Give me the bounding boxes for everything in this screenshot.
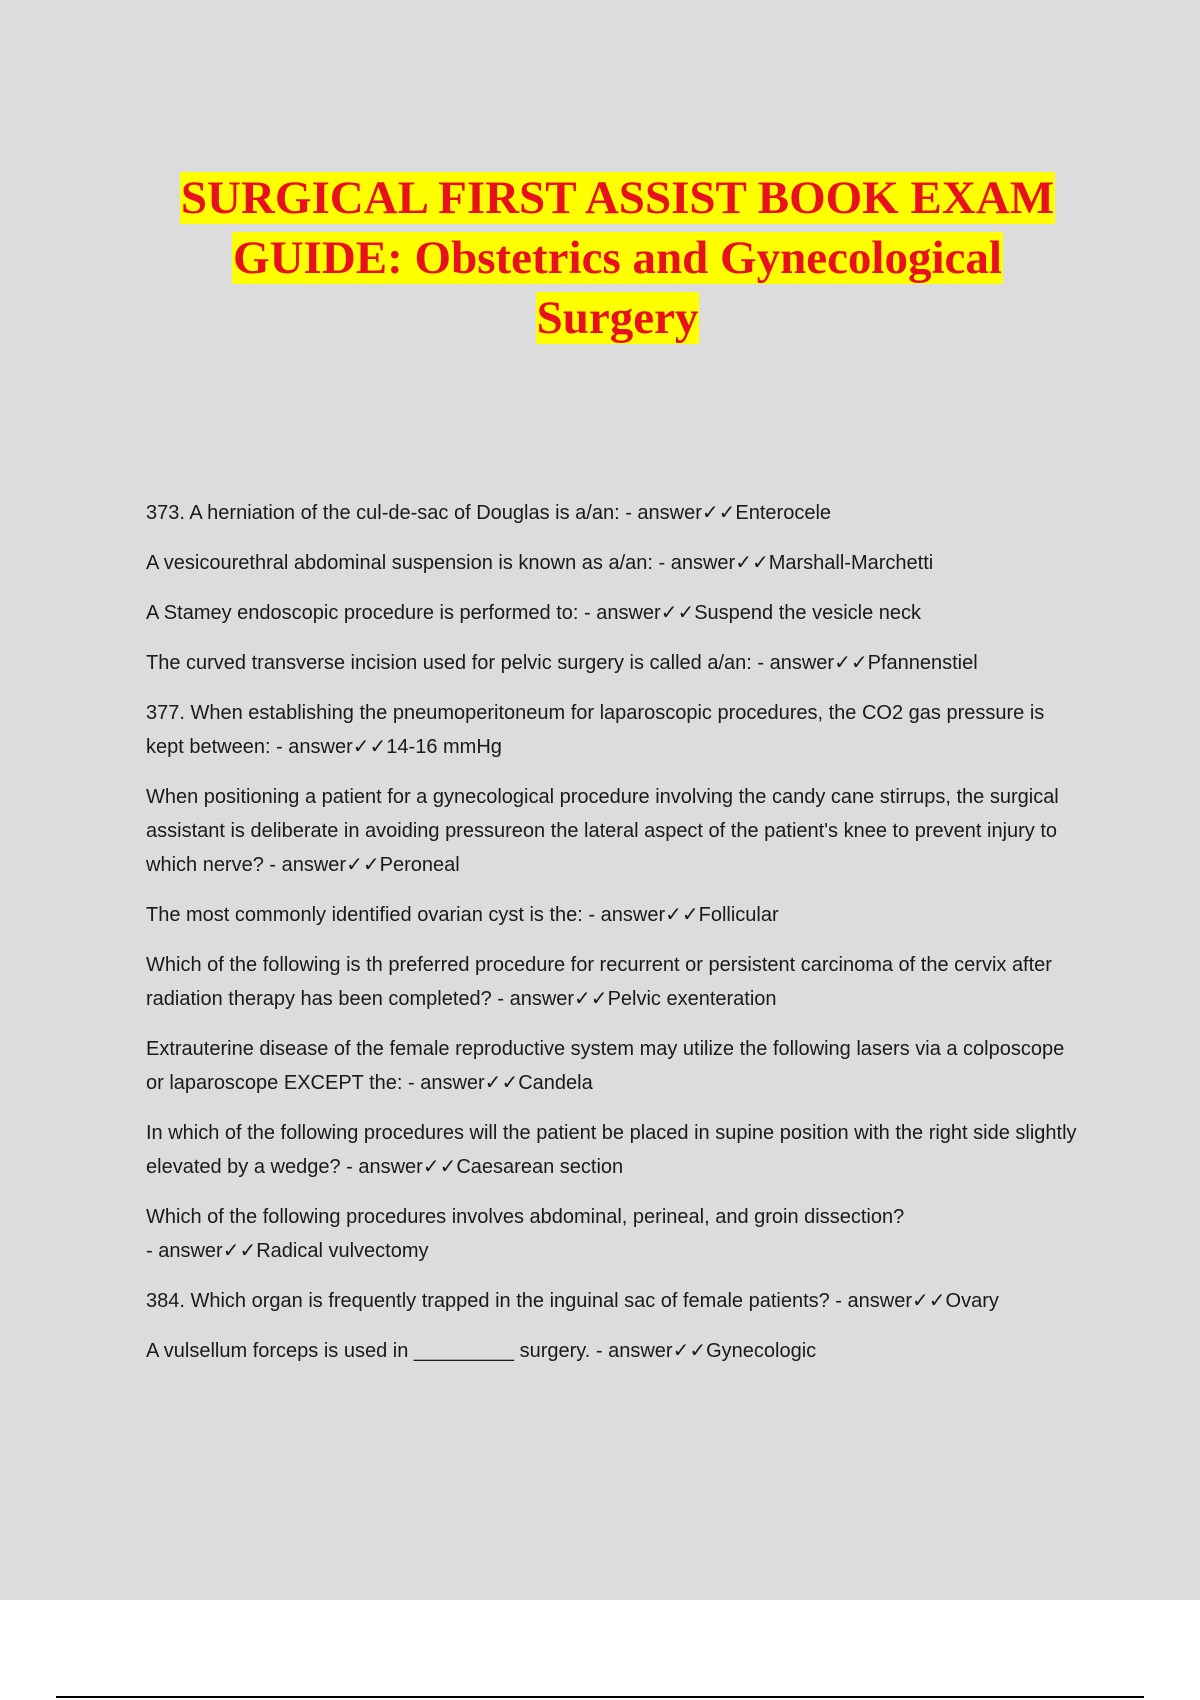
qa-item: [146, 1334, 1086, 1368]
answer-text: Gynecologic: [706, 1340, 817, 1362]
answer-marker: - answer✓✓: [829, 1290, 946, 1312]
answer-marker: - answer✓✓: [582, 904, 699, 926]
answer-text: Pelvic exenteration: [607, 988, 777, 1010]
answer-marker: - answer✓✓: [402, 1072, 519, 1094]
answer-text: Follicular: [698, 904, 779, 926]
title-line-2: GUIDE: Obstetrics and Gynecological: [233, 232, 1002, 284]
question-text: A vulsellum forceps is used in _________ surgery.: [146, 1340, 591, 1362]
answer-text: Caesarean section: [456, 1156, 624, 1178]
answer-text: Enterocele: [735, 502, 832, 524]
qa-item: [146, 948, 1086, 1016]
question-text: Which of the following is th preferred procedure for recurrent or persistent carcinoma of the cervix after radiation therapy has been completed?: [146, 954, 1052, 1010]
answer-marker: - answer✓✓: [146, 1240, 257, 1262]
answer-marker: - answer✓✓: [491, 988, 608, 1010]
qa-item: [146, 1032, 1086, 1100]
qa-item: [146, 1116, 1086, 1184]
answer-text: Pfannenstiel: [867, 652, 978, 674]
qa-item: [146, 546, 1086, 580]
answer-marker: - answer✓✓: [578, 602, 695, 624]
answer-marker: - answer✓✓: [270, 736, 387, 758]
qa-item: [146, 780, 1086, 882]
qa-item: [146, 1200, 1086, 1268]
question-text: A Stamey endoscopic procedure is performed to:: [146, 602, 579, 624]
document-title: [130, 168, 1105, 348]
question-text: The curved transverse incision used for pelvic surgery is called a/an:: [146, 652, 752, 674]
question-text: 377. When establishing the pneumoperitoneum for laparoscopic procedures, the CO2 gas pressure is kept between:: [146, 702, 1045, 758]
answer-marker: - answer✓✓: [340, 1156, 457, 1178]
answer-text: Peroneal: [379, 854, 460, 876]
answer-text: Suspend the vesicle neck: [694, 602, 922, 624]
answer-text: Candela: [518, 1072, 593, 1094]
question-text: A vesicourethral abdominal suspension is known as a/an:: [146, 552, 653, 574]
answer-marker: - answer✓✓: [652, 552, 769, 574]
qa-item: [146, 696, 1086, 764]
title-line-3: Surgery: [536, 292, 699, 344]
title-line-1: SURGICAL FIRST ASSIST BOOK EXAM: [180, 172, 1055, 224]
question-text: In which of the following procedures will the patient be placed in supine position with the right side slightly elevated by a wedge?: [146, 1122, 1077, 1178]
question-text: The most commonly identified ovarian cyst is the:: [146, 904, 583, 926]
answer-marker: - answer✓✓: [619, 502, 736, 524]
answer-marker: - answer✓✓: [590, 1340, 707, 1362]
footer-divider: [56, 1696, 1144, 1698]
question-answer-list: [146, 496, 1086, 1384]
answer-text: 14-16 mmHg: [386, 736, 502, 758]
qa-item: [146, 646, 1086, 680]
qa-item: [146, 1284, 1086, 1318]
answer-text: Ovary: [945, 1290, 999, 1312]
answer-marker: - answer✓✓: [263, 854, 380, 876]
question-text: 373. A herniation of the cul-de-sac of Douglas is a/an:: [146, 502, 620, 524]
question-text: Extrauterine disease of the female reproductive system may utilize the following lasers via a colposcope or laparoscope EXCEPT the:: [146, 1038, 1065, 1094]
answer-text: Radical vulvectomy: [256, 1240, 429, 1262]
answer-text: Marshall-Marchetti: [768, 552, 934, 574]
qa-item: [146, 596, 1086, 630]
qa-item: [146, 496, 1086, 530]
question-text: Which of the following procedures involves abdominal, perineal, and groin dissection?: [146, 1206, 905, 1228]
qa-item: [146, 898, 1086, 932]
question-text: When positioning a patient for a gynecological procedure involving the candy cane stirrups, the surgical assistant is deliberate in avoiding pressureon the lateral aspect of the patient's knee to prevent injury to which nerve?: [146, 786, 1059, 876]
answer-marker: - answer✓✓: [751, 652, 868, 674]
question-text: 384. Which organ is frequently trapped in the inguinal sac of female patients?: [146, 1290, 830, 1312]
